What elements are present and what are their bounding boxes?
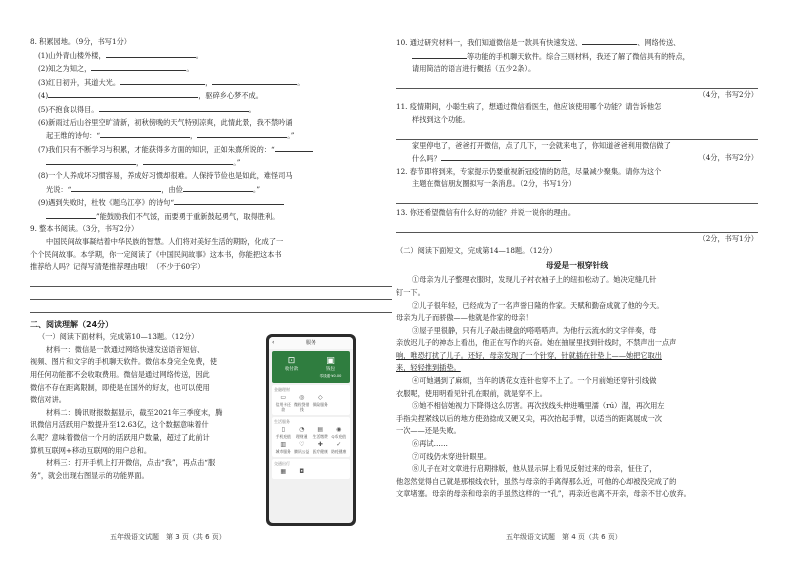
answer-line[interactable] (30, 300, 392, 313)
material-1: 微信对讲。 (30, 395, 66, 405)
health-icon: ✓ (336, 441, 342, 448)
q11: 样找到这个功能。 (412, 114, 470, 124)
story-paragraph: 母亲为儿子而骄傲——他就是作家的母亲！ (396, 313, 533, 323)
answer-blank[interactable] (71, 183, 161, 192)
story-paragraph: 他忽然觉得自己就是那根线衣针，虽然与母亲的手离得那么近，可他的心却被没完成了的 (396, 476, 677, 486)
material-1: 视频、图片和文字的手机聊天软件。微信本身完全免费，使 (30, 357, 217, 367)
heart-icon: ♡ (299, 441, 305, 448)
q8-item-9: (9)遇到失败时，杜牧《题乌江亭》的诗句“ (30, 196, 392, 210)
service-item: ▥ 城市服务 (275, 441, 291, 454)
answer-blank[interactable] (143, 156, 233, 165)
train-icon: ▦ (280, 468, 287, 475)
story-paragraph: ④可她遇到了麻烦，当年的诱花女连针也穿不上了。一个月前她还穿针引线做 (412, 376, 657, 386)
wechat-service-screenshot (266, 334, 356, 526)
phone-icon: ▯ (281, 426, 285, 433)
q11: 11. 疫情期间，小聪生病了，想通过微信看医生，他应该使用哪个功能？请告诉他怎 (396, 102, 662, 112)
q10: 10. 通过研究材料一，我们知道微信是一款具有快速发送、 、网络传送、 (396, 38, 681, 47)
material-3: 务”，就会出现右图显示的功能界面。 (30, 470, 149, 480)
story-paragraph: 手指尖捏紧线以后的地方使劲捻成又硬又尖，再次抬起手臂，以适当的距离展成一次 (396, 413, 662, 423)
q11-score: （4分，书写2分） (698, 153, 758, 163)
q8-item-7: (7)我们只有不断学习与积累，才能获得多方面的知识，正如朱熹所说的：“ (30, 143, 392, 157)
material-1: 材料一：微信是一款通过网络快速发送语音短信、 (46, 344, 205, 354)
answer-blank[interactable] (174, 196, 284, 205)
service-item: ▯ 手机充值 (275, 426, 291, 439)
pay-wallet: ▣ 钱包 零钱通·¥0.00 (311, 351, 350, 383)
q9-title: 9. 整本书阅读。（3分，书写2分） (30, 224, 139, 234)
service-item: ✚ 医疗健康 (312, 441, 328, 454)
q9-paragraph: 中国民间故事凝结着中华民族的智慧。人们将对美好生活的期盼，化成了一 (46, 236, 284, 246)
phone-title: 服务 (305, 340, 316, 346)
story-title: 母爱是一根穿针线 (545, 260, 609, 270)
q8-item-9b: ”能鼓励我们不气馁，而要勇于重新鼓起勇气，取得胜利。 (30, 210, 392, 224)
material-2: 算机互联网+移动互联网的用户总和。 (30, 445, 152, 455)
q11: 什么吗？ （4分，书写2分） (412, 153, 758, 164)
q10: 等功能的手机聊天软件。综合三则材料，我还了解了微信具有的特点， (396, 50, 758, 64)
answer-line[interactable] (396, 220, 758, 233)
q8-item-5: (5)不抱食以得目。 。 (38, 104, 256, 114)
answer-line[interactable] (396, 127, 758, 140)
material-2: 么呢？意味着微信一个月的活跃用户数量，超过了此前计 (30, 433, 210, 443)
q10: 请用简洁的语言进行概括（五少2条）。 (412, 64, 536, 74)
medical-icon: ✚ (317, 441, 323, 448)
q8-item-8b: 光说：“ ，由俭 。” (46, 184, 261, 194)
answer-blank[interactable] (48, 89, 198, 98)
answer-blank[interactable] (582, 36, 637, 45)
answer-blank[interactable] (46, 210, 96, 219)
q9-paragraph: 个个民间故事。本学期，你一定阅读了《中国民间故事》这本书，你能把这本书 (30, 249, 282, 259)
service-item: ▤ 生活缴费 (312, 426, 328, 439)
coin-icon: ◉ (336, 426, 342, 433)
pay-receive: ⊡ 收付款 (272, 351, 311, 383)
q12: 12. 春节即将到来，专家提示仍要重视新冠疫情的防范，尽量减少聚集。请你为这个 (396, 166, 662, 176)
answer-blank[interactable] (441, 152, 561, 161)
q8-item-4: (4) ，驱碎乡心梦不成。 (38, 91, 263, 101)
answer-blank[interactable] (106, 49, 196, 58)
service-item: ▭ 信用卡还款 (275, 394, 291, 412)
story-paragraph: ②儿子很年轻，已经成为了一名声誉日隆的作家。天赋和勤奋成就了他的今天。 (412, 300, 664, 310)
q8-item-2: (2)知之为知之， 。 (38, 64, 194, 74)
answer-line[interactable] (30, 287, 392, 300)
answer-blank[interactable] (100, 129, 190, 138)
answer-blank[interactable] (46, 156, 136, 165)
part2-sub2: （二）阅读下面短文，完成第14—18题。（12分） (396, 246, 557, 256)
story-paragraph: ⑧儿子在对文章进行启期排版，他从显示屏上看见反射过来的母亲，怔住了， (412, 464, 657, 474)
answer-line[interactable] (30, 274, 392, 287)
q11: 家里停电了，爸爸打开微信，点了几下，一会就来电了，你知道爸爸利用微信做了 (412, 140, 671, 150)
story-paragraph: 衣服呢，使用明看见针孔在眼前，就是穿不上。 (396, 388, 547, 398)
q8-item-6: (6)新雨过后山谷里空旷清新，初秋傍晚的天气特别凉爽，此情此景，我不禁吟诵 (38, 117, 293, 127)
right-page (396, 36, 758, 501)
answer-blank[interactable] (183, 183, 253, 192)
group-heading: 金融理财 (274, 387, 290, 392)
q12: 主题在微信朋友圈拟写一条消息。（2分，书写1分） (412, 179, 576, 189)
chart-icon: ◔ (299, 426, 305, 433)
life-group (272, 417, 350, 457)
answer-line[interactable] (396, 76, 758, 89)
group-heading: 生活服务 (274, 419, 290, 424)
story-paragraph: ⑦可线仍未穿进针眼里。 (412, 451, 492, 461)
service-item (274, 467, 293, 477)
material-1: 微信不存在距离限制，即使是在国外的好友，也可以使用 (30, 382, 210, 392)
story-paragraph: ①母亲为儿子整理衣服时，发现儿子衬衣袖子上的纽扣松动了。她决定缝几针 (412, 275, 657, 285)
back-arrow-icon: ‹ (272, 339, 275, 346)
q8-item-1: (1)山外青山楼外楼， 。 (38, 50, 203, 60)
material-3: 材料三：打开手机上打开微信，点击“我”，再点击“服 (46, 458, 216, 468)
q8-item-8: (8)一个人养成坏习惯容易，养成好习惯却很难。人保持节俭也是如此，难怪司马 (38, 170, 293, 180)
material-2: 材料二：腾讯财报数据显示，截至2021年三季度末，腾 (46, 407, 223, 417)
q13: 13. 你还希望微信有什么好的功能？并说一说你的理由。 (396, 207, 576, 217)
answer-blank[interactable] (120, 76, 205, 85)
finance-group (272, 385, 350, 415)
part2-subtitle: （一）阅读下面材料，完成第10—13题。（12分） (38, 332, 199, 342)
story-paragraph: 来，轻轻推到插垫。 (396, 363, 461, 373)
story-paragraph: 响，唯恐打扰了儿子。还好，母亲发现了一个针穿，针就插在针垫上——她把它取出 (396, 350, 662, 360)
group-heading: 交通出行 (274, 461, 290, 466)
right-page-footer: 五年级语文试题 第 4 页（共 6 页） (506, 533, 622, 541)
story-paragraph: 亲放迟儿子的神态上看出，他正在写作的兴奋。她在抽屉里找到针线时，不禁声出一点声 (396, 338, 677, 348)
answer-blank[interactable] (91, 62, 186, 71)
answer-blank[interactable] (197, 129, 287, 138)
card-icon: ▭ (280, 394, 287, 401)
wallet-icon: ▣ (326, 356, 335, 366)
material-2: 讯微信月活跃用户数提升至12.63亿，这个数据意味着什 (30, 420, 209, 430)
service-item: ✓ 防疫健康 (331, 441, 347, 454)
shield-icon: ◇ (317, 394, 323, 401)
bill-icon: ▤ (317, 426, 324, 433)
q10-score: （4分，书写2分） (698, 89, 758, 99)
service-item: ◔ 理财通 (293, 425, 312, 440)
left-page-footer: 五年级语文试题 第 3 页（共 6 页） (110, 533, 226, 541)
q8-item-7b: ， 。” (30, 156, 392, 170)
service-item (293, 467, 312, 477)
answer-blank[interactable] (412, 50, 467, 59)
story-paragraph: 钉一下。 (396, 287, 425, 297)
q8-item-3: (3)红日初升，其道大光。 ， 。 (38, 77, 305, 87)
story-paragraph: ⑤她不相信她视力下降得这么厉害。再次找线头伸进嘴里濡（rú）湿，再次用左 (412, 401, 665, 411)
transport-group (272, 459, 350, 479)
story-paragraph: ③屋子里很静，只有儿子敲击键盘的嗒嗒嗒声。为他行云流水的文字伴奏，母 (412, 325, 657, 335)
story-paragraph: 文章堵塞。母亲的母亲和母亲的手虽然这样的一“孔”，再亲近也离不开亲，母亲不甘心放弃。 (396, 489, 691, 499)
answer-blank[interactable] (212, 76, 297, 85)
answer-blank[interactable] (275, 143, 313, 152)
city-icon: ▥ (280, 441, 287, 448)
service-item: ◎ 微粒贷借钱 (294, 394, 310, 412)
service-item: ♡ 腾讯公益 (294, 441, 310, 454)
q13-score: （2分，书写1分） (698, 233, 758, 243)
material-1: 用任何功能都不会收取费用。微信是通过网络传送，因此 (30, 370, 210, 380)
story-paragraph: 一次——还是失败。 (396, 426, 461, 436)
answer-line[interactable] (396, 191, 758, 204)
q9-paragraph: 推荐给人吗？记得写清楚推荐理由哦！（不少于60字） (30, 262, 205, 272)
story-paragraph: ⑥再试…… (412, 439, 448, 449)
service-item: ◇ 保险服务 (312, 394, 328, 407)
car-icon: ◘ (299, 468, 305, 475)
answer-blank[interactable] (99, 103, 249, 112)
qr-code-icon: ⊡ (287, 356, 296, 366)
service-item: ◉ Q币充值 (330, 425, 349, 440)
q8-title: 8. 积累园地。（9分，书写1分） (30, 37, 131, 46)
phone-header (269, 337, 353, 349)
part2-title: 二、阅读理解（24分） (30, 319, 114, 329)
q8-item-6b: 起王维的诗句：“ ， 。” (46, 131, 295, 141)
loan-icon: ◎ (299, 394, 305, 401)
pay-panel (272, 351, 350, 383)
